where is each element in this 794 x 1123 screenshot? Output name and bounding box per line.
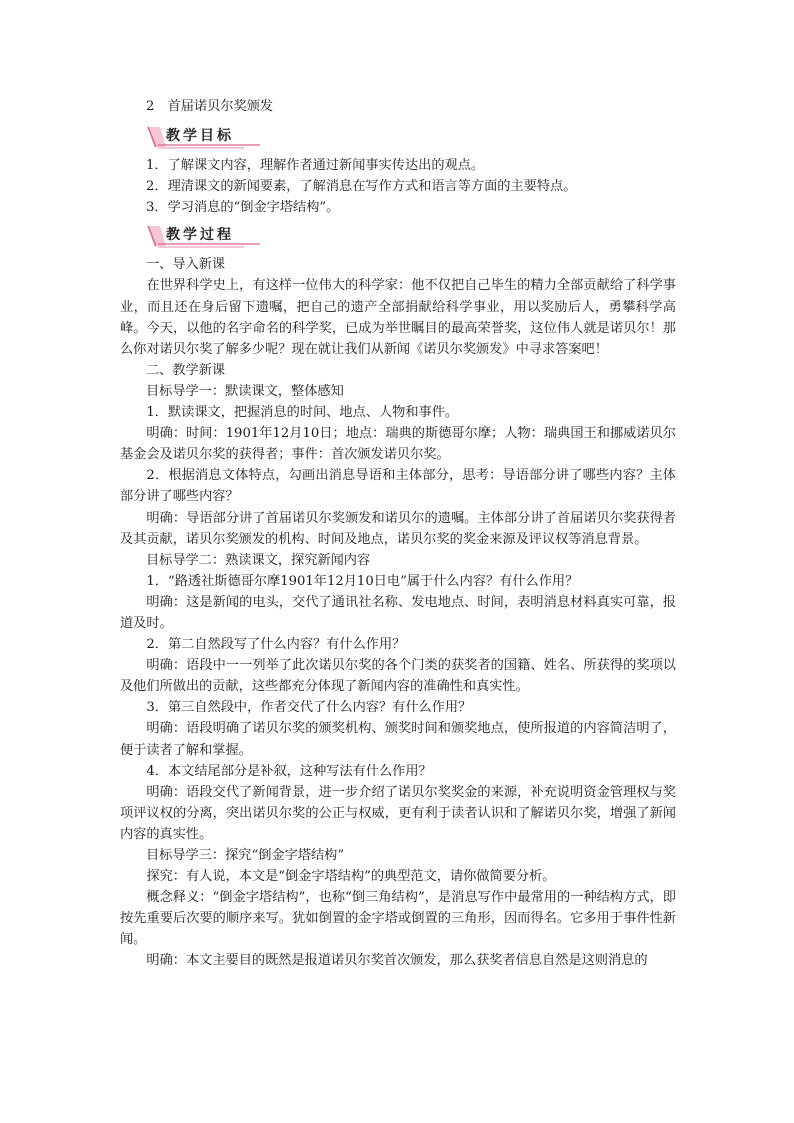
section-banner-process — [144, 222, 264, 250]
answer: 明确：时间：1901年12月10日；地点：瑞典的斯德哥尔摩；人物：瑞典国王和挪威诺贝尔基金会及诺贝尔奖的获得者；事件：首次颁发诺贝尔奖。 — [120, 426, 676, 463]
answer: 明确：本文主要目的既然是报道诺贝尔奖首次颁发，那么获奖者信息自然是这则消息的 — [146, 953, 648, 969]
intro-paragraph: 在世界科学史上，有这样一位伟大的科学家：他不仅把自己毕生的精力全部贡献给了科学事业，而且还在身后留下遗嘱，把自己的遗产全部捐献给科学事业，用以奖励后人，勇攀科学高峰。今天，以他的名字命名的科学奖，已成为举世瞩目的最高荣誉奖，这位伟人就是诺贝尔！那么你对诺贝尔奖了解多少呢？现在就让我们从新闻《诺贝尔奖颁发》中寻求答案吧！ — [120, 278, 676, 357]
document-title: 2 首届诺贝尔奖颁发 — [146, 99, 274, 114]
goal2-heading: 目标导学二：熟读课文，探究新闻内容 — [146, 552, 371, 568]
intro-heading: 一、导入新课 — [146, 257, 226, 273]
question: 4．本文结尾部分是补叙，这种写法有什么作用？ — [146, 763, 432, 779]
section-heading-goals: 教学目标 — [166, 128, 234, 145]
goal1-heading: 目标导学一：默读课文，整体感知 — [146, 383, 344, 399]
answer: 明确：语段中一一列举了此次诺贝尔奖的各个门类的获奖者的国籍、姓名、所获得的奖项以及他们所做出的贡献，这些都充分体现了新闻内容的准确性和真实性。 — [120, 658, 676, 695]
question: 1．“路透社斯德哥尔摩1901年12月10日电”属于什么内容？有什么作用？ — [146, 573, 579, 589]
goal3-heading: 目标导学三：探究“倒金字塔结构” — [146, 848, 345, 863]
question: 3．第三自然段中，作者交代了什么内容？有什么作用？ — [146, 700, 472, 716]
goal-item: 2．理清课文的新闻要素，了解消息在写作方式和语言等方面的主要特点。 — [146, 179, 577, 195]
section-banner-goals — [144, 123, 264, 151]
explore-paragraph: 探究：有人说，本文是“倒金字塔结构”的典型范文，请你做简要分析。 — [146, 869, 556, 885]
answer: 明确：语段明确了诺贝尔奖的颁奖机构、颁奖时间和颁奖地点，使所报道的内容简洁明了，便于读者了解和掌握。 — [120, 721, 676, 758]
concept-paragraph: 概念释义：“倒金字塔结构”，也称“倒三角结构”，是消息写作中最常用的一种结构方式，即按先重要后次要的顺序来写。犹如倒置的金字塔或倒置的三角形，因而得名。它多用于事件性新闻。 — [120, 890, 676, 948]
new-lesson-heading: 二、教学新课 — [146, 362, 226, 378]
goal-item: 3．学习消息的“倒金字塔结构”。 — [146, 200, 340, 216]
question: 1．默读课文，把握消息的时间、地点、人物和事件。 — [146, 405, 459, 421]
goal-item: 1．了解课文内容，理解作者通过新闻事实传达出的观点。 — [146, 158, 485, 174]
document-page — [120, 96, 676, 972]
answer: 明确：这是新闻的电头，交代了通讯社名称、发电地点、时间，表明消息材料真实可靠，报道及时。 — [120, 594, 676, 631]
answer: 明确：语段交代了新闻背景，进一步介绍了诺贝尔奖奖金的来源，补充说明资金管理权与奖项评议权的分离，突出诺贝尔奖的公正与权威，更有利于读者认识和了解诺贝尔奖，增强了新闻内容的真实性。 — [120, 784, 676, 842]
answer: 明确：导语部分讲了首届诺贝尔奖颁发和诺贝尔的遗嘱。主体部分讲了首届诺贝尔奖获得者及其贡献，诺贝尔奖颁发的机构、时间及地点，诺贝尔奖的奖金来源及评议权等消息背景。 — [120, 510, 676, 547]
section-heading-process: 教学过程 — [166, 227, 234, 244]
question: 2．根据消息文体特点，勾画出消息导语和主体部分，思考：导语部分讲了哪些内容？主体部分讲了哪些内容？ — [120, 468, 676, 505]
question: 2．第二自然段写了什么内容？有什么作用？ — [146, 637, 406, 653]
